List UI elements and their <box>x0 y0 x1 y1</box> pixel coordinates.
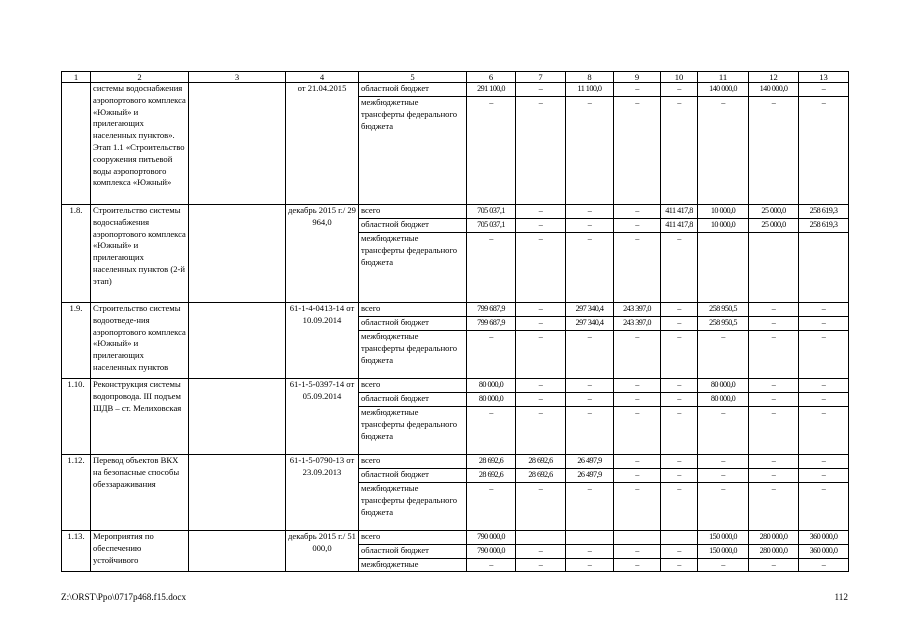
column-header: 4 <box>286 72 359 83</box>
funding-source: всего <box>359 531 467 545</box>
amount-cell: – <box>698 469 749 483</box>
amount-cell: – <box>467 97 516 205</box>
funding-source: межбюджетные <box>359 559 467 572</box>
amount-cell: – <box>566 393 614 407</box>
amount-cell: 360 000,0 <box>799 545 849 559</box>
item-name: Строительство системы водоснабжения аэропортового комплекса «Южный» и прилегающих населенных пунктов (2-й этап) <box>91 205 189 303</box>
amount-cell: – <box>749 407 799 455</box>
amount-cell: 150 000,0 <box>698 545 749 559</box>
amount-cell: – <box>614 483 661 531</box>
amount-cell: 705 037,1 <box>467 205 516 219</box>
document-info: 61-1-5-0790-13 от 23.09.2013 <box>286 455 359 531</box>
column-header: 1 <box>62 72 91 83</box>
amount-cell: – <box>799 303 849 317</box>
amount-cell: – <box>661 393 698 407</box>
amount-cell: – <box>566 97 614 205</box>
funding-source: всего <box>359 379 467 393</box>
amount-cell: 11 100,0 <box>566 83 614 97</box>
amount-cell: – <box>661 455 698 469</box>
amount-cell: 10 000,0 <box>698 205 749 219</box>
empty-cell <box>189 531 286 572</box>
amount-cell: – <box>614 205 661 219</box>
column-header: 3 <box>189 72 286 83</box>
amount-cell: 25 000,0 <box>749 219 799 233</box>
amount-cell: – <box>467 407 516 455</box>
amount-cell: – <box>516 233 566 303</box>
item-number: 1.12. <box>62 455 91 531</box>
amount-cell: – <box>799 559 849 572</box>
amount-cell: – <box>661 559 698 572</box>
item-name: системы водоснабжения аэропортового комплекса «Южный» и прилегающих населенных пунктов». Этап 1.1 «Строительство сооружения питьевой воды аэропортового комплекса «Южный» <box>91 83 189 205</box>
amount-cell: – <box>661 483 698 531</box>
item-name: Реконструкция системы водопровода. III подъем ШДВ – ст. Мелиховская <box>91 379 189 455</box>
amount-cell: – <box>749 469 799 483</box>
amount-cell: – <box>467 331 516 379</box>
document-info: 61-1-4-0413-14 от 10.09.2014 <box>286 303 359 379</box>
amount-cell: 280 000,0 <box>749 531 799 545</box>
amount-cell: – <box>698 559 749 572</box>
table-row <box>62 455 849 469</box>
table-row <box>62 83 849 97</box>
item-name: Строительство системы водоотведе-ния аэропортового комплекса «Южный» и прилегающих населенных пунктов <box>91 303 189 379</box>
amount-cell: 10 000,0 <box>698 219 749 233</box>
amount-cell: – <box>614 545 661 559</box>
amount-cell: – <box>698 407 749 455</box>
amount-cell: 258 619,3 <box>799 219 849 233</box>
amount-cell: – <box>614 393 661 407</box>
amount-cell: 280 000,0 <box>749 545 799 559</box>
amount-cell: – <box>566 545 614 559</box>
amount-cell: 297 340,4 <box>566 303 614 317</box>
amount-cell: – <box>698 455 749 469</box>
amount-cell: 297 340,4 <box>566 317 614 331</box>
table-row <box>62 379 849 393</box>
funding-source: межбюджетные трансферты федерального бюджета <box>359 331 467 379</box>
amount-cell: 28 692,6 <box>516 469 566 483</box>
funding-source: всего <box>359 455 467 469</box>
amount-cell: 243 397,0 <box>614 303 661 317</box>
amount-cell: – <box>566 205 614 219</box>
amount-cell: 140 000,0 <box>749 83 799 97</box>
item-name: Мероприятия по обеспечению устойчивого <box>91 531 189 572</box>
column-header: 11 <box>698 72 749 83</box>
amount-cell <box>516 531 566 545</box>
amount-cell: – <box>799 317 849 331</box>
table-body <box>62 83 849 572</box>
document-info: декабрь 2015 г./ 51 000,0 <box>286 531 359 572</box>
amount-cell: 360 000,0 <box>799 531 849 545</box>
item-number <box>62 83 91 205</box>
funding-source: всего <box>359 205 467 219</box>
amount-cell: – <box>516 545 566 559</box>
empty-cell <box>189 205 286 303</box>
amount-cell: – <box>661 317 698 331</box>
amount-cell: – <box>749 455 799 469</box>
file-path: Z:\ORST\Ppo\0717p468.f15.docx <box>61 592 187 602</box>
amount-cell: – <box>698 331 749 379</box>
funding-source: межбюджетные трансферты федерального бюджета <box>359 407 467 455</box>
column-header: 8 <box>566 72 614 83</box>
amount-cell: – <box>661 83 698 97</box>
amount-cell: – <box>661 303 698 317</box>
amount-cell: – <box>698 97 749 205</box>
amount-cell: – <box>799 407 849 455</box>
amount-cell: 25 000,0 <box>749 205 799 219</box>
amount-cell: 411 417,8 <box>661 219 698 233</box>
table-row <box>62 205 849 219</box>
amount-cell: – <box>516 83 566 97</box>
column-header: 5 <box>359 72 467 83</box>
funding-source: межбюджетные трансферты федерального бюджета <box>359 97 467 205</box>
amount-cell: 28 692,6 <box>467 469 516 483</box>
amount-cell: – <box>516 97 566 205</box>
amount-cell: – <box>516 205 566 219</box>
amount-cell: – <box>467 559 516 572</box>
amount-cell: – <box>614 219 661 233</box>
amount-cell: 243 397,0 <box>614 317 661 331</box>
amount-cell: – <box>614 233 661 303</box>
amount-cell: – <box>566 559 614 572</box>
amount-cell: – <box>516 559 566 572</box>
amount-cell: – <box>614 83 661 97</box>
amount-cell <box>799 233 849 303</box>
amount-cell: – <box>566 233 614 303</box>
amount-cell: 28 692,6 <box>467 455 516 469</box>
amount-cell: 705 037,1 <box>467 219 516 233</box>
funding-source: областной бюджет <box>359 317 467 331</box>
amount-cell: – <box>516 379 566 393</box>
funding-source: межбюджетные трансферты федерального бюджета <box>359 483 467 531</box>
amount-cell: 80 000,0 <box>467 379 516 393</box>
amount-cell: – <box>566 483 614 531</box>
page-number: 112 <box>834 592 848 602</box>
amount-cell: – <box>749 559 799 572</box>
amount-cell: 80 000,0 <box>698 379 749 393</box>
amount-cell: 790 000,0 <box>467 531 516 545</box>
amount-cell: 80 000,0 <box>467 393 516 407</box>
amount-cell: – <box>661 469 698 483</box>
item-number: 1.9. <box>62 303 91 379</box>
document-info: от 21.04.2015 <box>286 83 359 205</box>
amount-cell: – <box>516 483 566 531</box>
amount-cell: – <box>566 331 614 379</box>
amount-cell: – <box>516 331 566 379</box>
column-header: 10 <box>661 72 698 83</box>
item-number: 1.13. <box>62 531 91 572</box>
amount-cell: – <box>614 469 661 483</box>
table-header-row <box>62 72 849 83</box>
amount-cell: – <box>698 483 749 531</box>
amount-cell: – <box>749 379 799 393</box>
amount-cell: 411 417,8 <box>661 205 698 219</box>
amount-cell: – <box>799 393 849 407</box>
amount-cell: – <box>661 545 698 559</box>
amount-cell: – <box>799 469 849 483</box>
item-name: Перевод объектов ВКХ на безопасные способы обеззараживания <box>91 455 189 531</box>
item-number: 1.10. <box>62 379 91 455</box>
amount-cell: 28 692,6 <box>516 455 566 469</box>
amount-cell: – <box>467 233 516 303</box>
amount-cell: 26 497,9 <box>566 455 614 469</box>
funding-source: областной бюджет <box>359 545 467 559</box>
amount-cell: 80 000,0 <box>698 393 749 407</box>
funding-source: областной бюджет <box>359 219 467 233</box>
amount-cell: – <box>661 379 698 393</box>
amount-cell: 26 497,9 <box>566 469 614 483</box>
amount-cell: 799 687,9 <box>467 317 516 331</box>
amount-cell: – <box>661 97 698 205</box>
amount-cell: – <box>614 331 661 379</box>
amount-cell: 258 619,3 <box>799 205 849 219</box>
empty-cell <box>189 379 286 455</box>
amount-cell: – <box>749 483 799 531</box>
amount-cell: – <box>799 455 849 469</box>
amount-cell: 291 100,0 <box>467 83 516 97</box>
column-header: 6 <box>467 72 516 83</box>
item-number: 1.8. <box>62 205 91 303</box>
amount-cell: 799 687,9 <box>467 303 516 317</box>
funding-source: областной бюджет <box>359 83 467 97</box>
amount-cell: – <box>516 393 566 407</box>
column-header: 2 <box>91 72 189 83</box>
column-header: 13 <box>799 72 849 83</box>
amount-cell: – <box>467 483 516 531</box>
table-row <box>62 303 849 317</box>
amount-cell: – <box>614 407 661 455</box>
amount-cell: – <box>516 407 566 455</box>
amount-cell: – <box>566 379 614 393</box>
amount-cell: – <box>799 331 849 379</box>
funding-source: областной бюджет <box>359 469 467 483</box>
amount-cell <box>614 531 661 545</box>
empty-cell <box>189 83 286 205</box>
amount-cell: 258 950,5 <box>698 303 749 317</box>
funding-source: областной бюджет <box>359 393 467 407</box>
document-info: декабрь 2015 г./ 29 964,0 <box>286 205 359 303</box>
amount-cell: – <box>566 407 614 455</box>
amount-cell: – <box>614 559 661 572</box>
document-info: 61-1-5-0397-14 от 05.09.2014 <box>286 379 359 455</box>
amount-cell: – <box>516 219 566 233</box>
amount-cell: – <box>799 97 849 205</box>
amount-cell: – <box>749 97 799 205</box>
amount-cell <box>661 531 698 545</box>
amount-cell: – <box>749 303 799 317</box>
column-header: 12 <box>749 72 799 83</box>
amount-cell <box>698 233 749 303</box>
amount-cell: – <box>516 317 566 331</box>
budget-table <box>61 71 849 572</box>
amount-cell: – <box>661 233 698 303</box>
amount-cell: – <box>566 219 614 233</box>
amount-cell: – <box>749 393 799 407</box>
amount-cell: – <box>799 83 849 97</box>
empty-cell <box>189 455 286 531</box>
amount-cell: – <box>749 331 799 379</box>
amount-cell: – <box>799 483 849 531</box>
column-header: 9 <box>614 72 661 83</box>
table-row <box>62 531 849 545</box>
amount-cell: – <box>614 97 661 205</box>
amount-cell <box>749 233 799 303</box>
amount-cell: 258 950,5 <box>698 317 749 331</box>
amount-cell: – <box>799 379 849 393</box>
empty-cell <box>189 303 286 379</box>
column-header: 7 <box>516 72 566 83</box>
amount-cell: – <box>614 379 661 393</box>
amount-cell: 140 000,0 <box>698 83 749 97</box>
amount-cell: – <box>516 303 566 317</box>
amount-cell: 790 000,0 <box>467 545 516 559</box>
amount-cell: – <box>749 317 799 331</box>
amount-cell: – <box>614 455 661 469</box>
amount-cell: – <box>661 407 698 455</box>
amount-cell <box>566 531 614 545</box>
amount-cell: – <box>661 331 698 379</box>
funding-source: всего <box>359 303 467 317</box>
funding-source: межбюджетные трансферты федерального бюджета <box>359 233 467 303</box>
amount-cell: 150 000,0 <box>698 531 749 545</box>
